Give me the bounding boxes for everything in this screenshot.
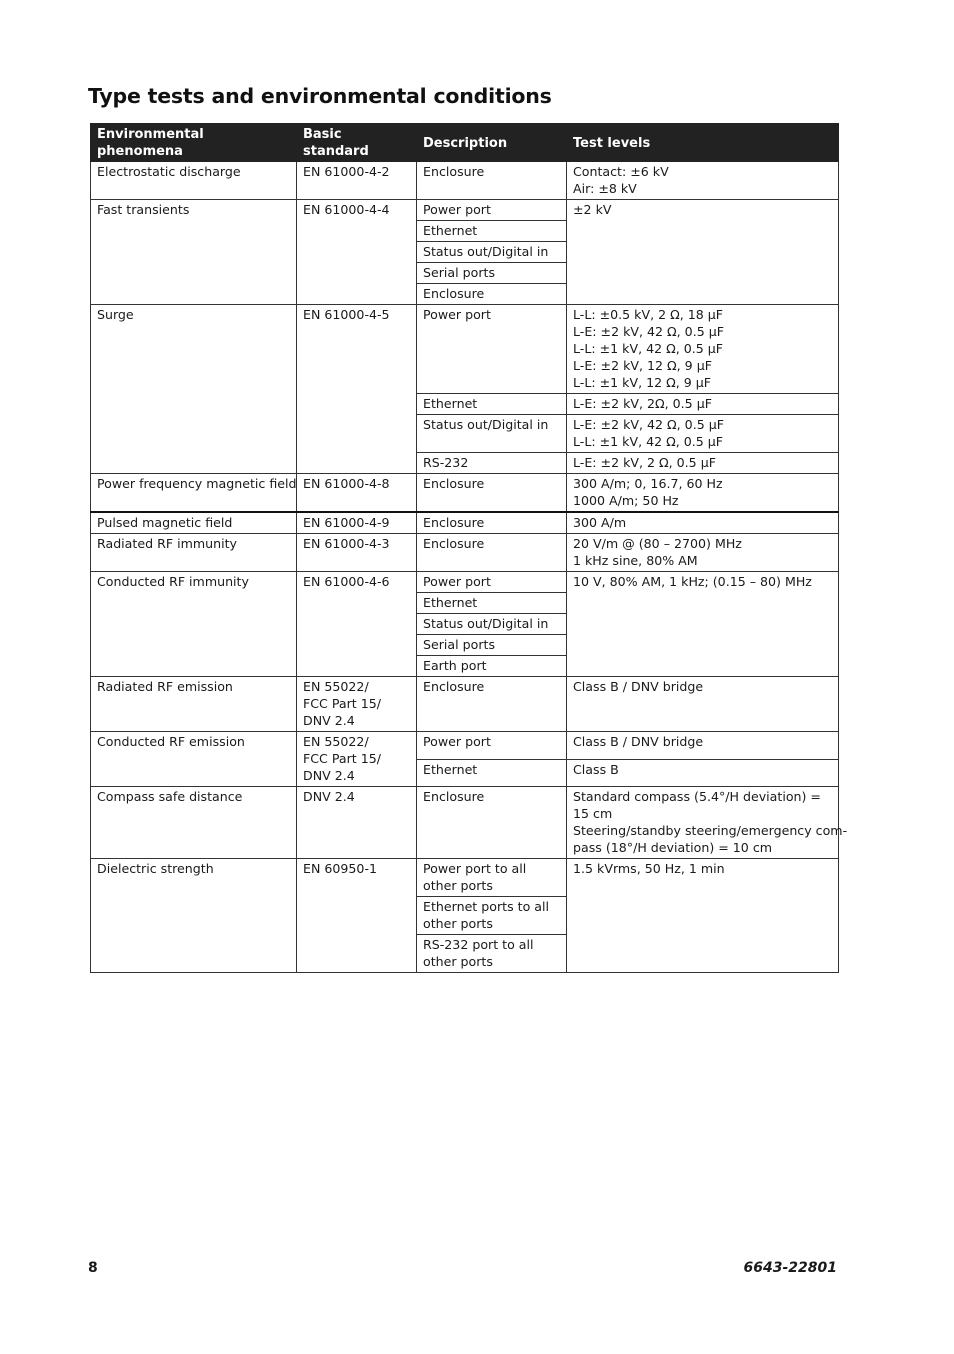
- table-row: [91, 162, 839, 200]
- test-level-line: L-E: ±2 kV, 2Ω, 0.5 µF: [573, 396, 712, 411]
- description-line: Enclosure: [423, 679, 485, 694]
- standard-line: DNV 2.4: [303, 768, 355, 783]
- test-level-line: L-E: ±2 kV, 42 Ω, 0.5 µF: [573, 417, 724, 432]
- description-line: Enclosure: [423, 164, 485, 179]
- test-levels-cell: [567, 534, 839, 572]
- standard-line: DNV 2.4: [303, 789, 355, 804]
- standard-line: EN 61000-4-5: [303, 307, 390, 322]
- description-cell: [417, 787, 567, 859]
- standard-line: EN 61000-4-4: [303, 202, 390, 217]
- description-cell: [417, 656, 567, 677]
- description-line: other ports: [423, 916, 493, 931]
- phenomenon-cell-power-frequency-magnetic-field: Power frequency magnetic field: [91, 474, 297, 513]
- standard-line: EN 55022/: [303, 734, 369, 749]
- description-cell: [417, 305, 567, 394]
- header-environmental-phenomena: Environmental phenomena: [91, 124, 297, 162]
- header-description: Description: [417, 124, 567, 162]
- description-cell: [417, 162, 567, 200]
- description-line: RS-232 port to all: [423, 937, 534, 952]
- test-levels-cell: [567, 305, 839, 394]
- description-cell: [417, 415, 567, 453]
- test-levels-cell: [567, 732, 839, 760]
- test-level-line: 1.5 kVrms, 50 Hz, 1 min: [573, 861, 725, 876]
- standard-cell: [297, 162, 417, 200]
- table-row: [91, 732, 839, 760]
- description-line: Power port: [423, 202, 491, 217]
- standard-line: FCC Part 15/: [303, 696, 381, 711]
- description-line: Earth port: [423, 658, 487, 673]
- test-levels-cell: [567, 474, 839, 513]
- test-level-line: Steering/standby steering/emergency com-: [573, 823, 848, 838]
- test-level-line: L-L: ±1 kV, 42 Ω, 0.5 µF: [573, 434, 724, 449]
- table-row: [91, 474, 839, 513]
- description-cell: [417, 242, 567, 263]
- description-line: Serial ports: [423, 265, 496, 280]
- description-line: Power port: [423, 734, 491, 749]
- standard-cell: [297, 512, 417, 534]
- phenomenon-cell-dielectric-strength: Dielectric strength: [91, 859, 297, 973]
- test-levels-cell: [567, 415, 839, 453]
- test-levels-cell: [567, 759, 839, 787]
- phenomenon-cell-pulsed-magnetic-field: Pulsed magnetic field: [91, 512, 297, 534]
- test-levels-cell: [567, 677, 839, 732]
- standard-cell: [297, 732, 417, 787]
- description-line: other ports: [423, 878, 493, 893]
- test-level-line: L-L: ±1 kV, 42 Ω, 0.5 µF: [573, 341, 724, 356]
- test-level-line: 15 cm: [573, 806, 613, 821]
- standard-line: EN 61000-4-2: [303, 164, 390, 179]
- phenomenon-cell-compass-safe-distance: Compass safe distance: [91, 787, 297, 859]
- description-line: Enclosure: [423, 536, 485, 551]
- standard-cell: [297, 534, 417, 572]
- table-row: [91, 534, 839, 572]
- description-cell: [417, 935, 567, 973]
- description-cell: [417, 635, 567, 656]
- description-line: Ethernet: [423, 761, 478, 777]
- test-level-line: 10 V, 80% AM, 1 kHz; (0.15 – 80) MHz: [573, 574, 812, 589]
- test-level-line: 1 kHz sine, 80% AM: [573, 553, 698, 568]
- table-row: [91, 859, 839, 897]
- description-line: Enclosure: [423, 515, 485, 530]
- table-row: [91, 677, 839, 732]
- standard-cell: [297, 474, 417, 513]
- standard-cell: [297, 200, 417, 305]
- description-line: Power port to all: [423, 861, 527, 876]
- test-level-line: L-E: ±2 kV, 2 Ω, 0.5 µF: [573, 455, 716, 470]
- description-cell: [417, 200, 567, 221]
- table-header-row: [91, 124, 839, 162]
- description-line: other ports: [423, 954, 493, 969]
- test-level-line: Class B / DNV bridge: [573, 734, 704, 749]
- standard-line: EN 55022/: [303, 679, 369, 694]
- description-cell: [417, 859, 567, 897]
- phenomenon-cell-surge: Surge: [91, 305, 297, 474]
- table-row: [91, 787, 839, 859]
- test-levels-cell: [567, 162, 839, 200]
- description-cell: [417, 897, 567, 935]
- description-line: Serial ports: [423, 637, 496, 652]
- test-level-line: 300 A/m: [573, 515, 627, 530]
- phenomenon-cell-radiated-rf-immunity: Radiated RF immunity: [91, 534, 297, 572]
- standard-line: EN 60950-1: [303, 861, 378, 876]
- table-row: [91, 572, 839, 593]
- description-cell: [417, 453, 567, 474]
- page-number: 8: [88, 1260, 98, 1276]
- test-levels-cell: [567, 512, 839, 534]
- description-line: Enclosure: [423, 286, 485, 301]
- description-cell: [417, 677, 567, 732]
- test-level-line: pass (18°/H deviation) = 10 cm: [573, 840, 773, 855]
- description-cell: [417, 474, 567, 513]
- description-line: Power port: [423, 574, 491, 589]
- description-line: Status out/Digital in: [423, 244, 549, 259]
- description-cell: [417, 732, 567, 760]
- test-level-line: Air: ±8 kV: [573, 181, 637, 196]
- standard-cell: [297, 305, 417, 474]
- description-cell: [417, 394, 567, 415]
- test-levels-cell: [567, 200, 839, 305]
- description-line: Ethernet ports to all: [423, 899, 549, 914]
- test-level-line: 300 A/m; 0, 16.7, 60 Hz: [573, 476, 723, 491]
- test-levels-cell: [567, 859, 839, 973]
- standard-line: EN 61000-4-9: [303, 515, 390, 530]
- test-levels-cell: [567, 394, 839, 415]
- header-basic-standard: Basic standard: [297, 124, 417, 162]
- description-cell: [417, 284, 567, 305]
- test-levels-cell: [567, 453, 839, 474]
- description-line: Status out/Digital in: [423, 417, 549, 432]
- test-level-line: Class B: [573, 761, 619, 777]
- phenomenon-cell-electrostatic-discharge: Electrostatic discharge: [91, 162, 297, 200]
- description-line: Ethernet: [423, 595, 478, 610]
- description-line: Ethernet: [423, 396, 478, 411]
- standard-line: EN 61000-4-3: [303, 536, 390, 551]
- phenomenon-cell-conducted-rf-emission: Conducted RF emission: [91, 732, 297, 787]
- test-level-line: 1000 A/m; 50 Hz: [573, 493, 679, 508]
- description-cell: [417, 759, 567, 787]
- test-level-line: ±2 kV: [573, 202, 612, 217]
- standard-cell: [297, 677, 417, 732]
- description-cell: [417, 263, 567, 284]
- table-row: [91, 305, 839, 394]
- test-level-line: L-E: ±2 kV, 42 Ω, 0.5 µF: [573, 324, 724, 339]
- type-tests-table: [90, 123, 848, 973]
- test-level-line: Standard compass (5.4°/H deviation) =: [573, 789, 821, 804]
- description-line: RS-232: [423, 455, 469, 470]
- test-levels-cell: [567, 572, 839, 677]
- description-line: Status out/Digital in: [423, 616, 549, 631]
- standard-cell: [297, 787, 417, 859]
- page-title: Type tests and environmental conditions: [88, 84, 552, 108]
- description-cell: [417, 534, 567, 572]
- description-cell: [417, 512, 567, 534]
- description-line: Power port: [423, 307, 491, 322]
- description-cell: [417, 614, 567, 635]
- table-row: [91, 200, 839, 221]
- standard-line: EN 61000-4-6: [303, 574, 390, 589]
- standard-line: DNV 2.4: [303, 713, 355, 728]
- phenomenon-cell-conducted-rf-immunity: Conducted RF immunity: [91, 572, 297, 677]
- standard-line: EN 61000-4-8: [303, 476, 390, 491]
- test-level-line: Class B / DNV bridge: [573, 679, 704, 694]
- header-test-levels: Test levels: [567, 124, 839, 162]
- description-cell: [417, 221, 567, 242]
- test-level-line: 20 V/m @ (80 – 2700) MHz: [573, 536, 742, 551]
- test-levels-cell: [567, 787, 848, 859]
- standard-line: FCC Part 15/: [303, 751, 381, 766]
- phenomenon-cell-radiated-rf-emission: Radiated RF emission: [91, 677, 297, 732]
- document-number: 6643-22801: [743, 1260, 837, 1276]
- test-level-line: L-L: ±0.5 kV, 2 Ω, 18 µF: [573, 307, 724, 322]
- description-cell: [417, 572, 567, 593]
- description-line: Enclosure: [423, 476, 485, 491]
- phenomenon-cell-fast-transients: Fast transients: [91, 200, 297, 305]
- description-line: Enclosure: [423, 789, 485, 804]
- description-cell: [417, 593, 567, 614]
- table-row: [91, 512, 839, 534]
- standard-cell: [297, 859, 417, 973]
- test-level-line: L-L: ±1 kV, 12 Ω, 9 µF: [573, 375, 712, 390]
- table-body: [91, 162, 848, 973]
- test-level-line: Contact: ±6 kV: [573, 164, 669, 179]
- test-level-line: L-E: ±2 kV, 12 Ω, 9 µF: [573, 358, 712, 373]
- standard-cell: [297, 572, 417, 677]
- description-line: Ethernet: [423, 223, 478, 238]
